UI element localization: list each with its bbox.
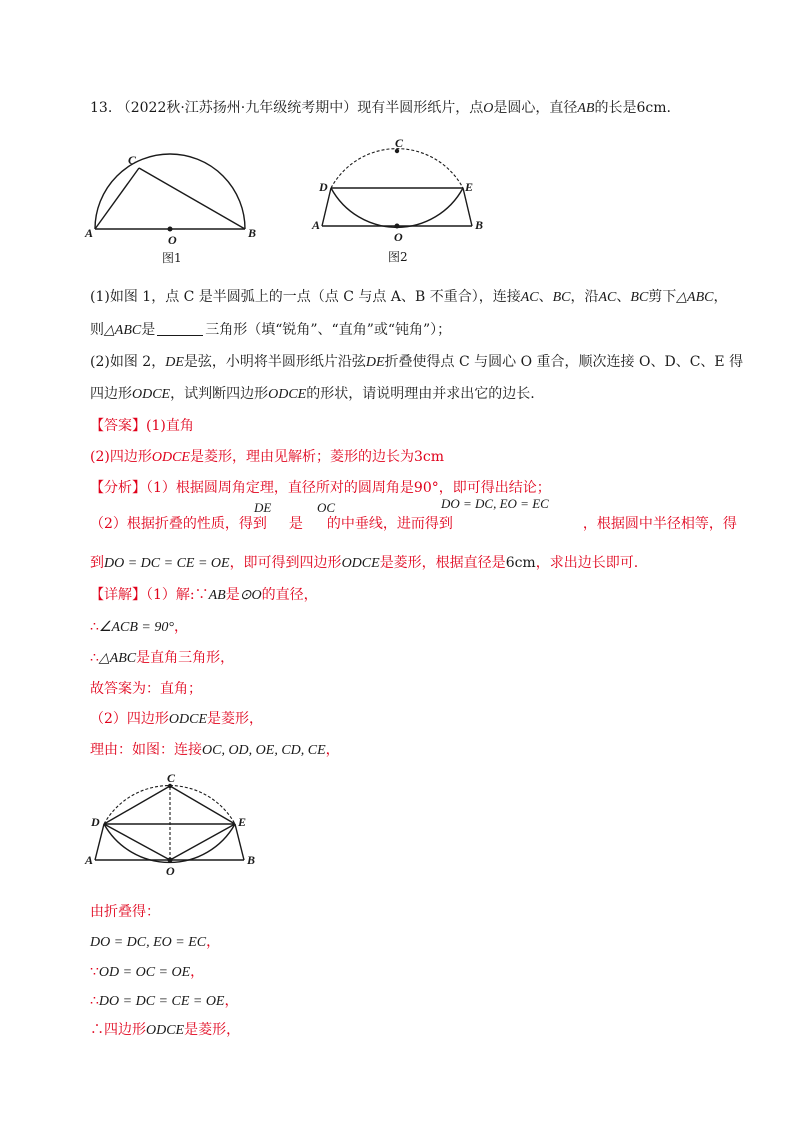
answer-blank[interactable] <box>157 321 203 336</box>
analysis-label: 【分析】 <box>90 480 146 496</box>
analysis-eq1-raised: DO = DC, EO = EC <box>441 496 549 511</box>
fig2-label-c: C <box>395 136 404 150</box>
fig1-label-b: B <box>248 226 257 240</box>
detail-line5: （2）四边形ODCE是菱形， <box>90 711 264 727</box>
fig1-caption: 图1 <box>162 251 182 265</box>
fig3-side-left <box>95 824 104 860</box>
part1-line2: 则△ABC是 三角形（填“锐角”、“直角”或“钝角”）； <box>90 322 452 338</box>
fig1-label-a: A <box>85 226 94 240</box>
fig2-label-o: O <box>394 230 403 244</box>
detail-line6: 理由：如图：连接OC, OD, OE, CD, CE， <box>90 742 340 758</box>
analysis-line1: 【分析】（1）根据圆周角定理，直径所对的圆周角是90°，即可得出结论； <box>90 480 551 496</box>
answer-label: 【答案】 <box>90 418 146 434</box>
analysis-oc-raised: OC <box>317 500 336 515</box>
detail-line7: 由折叠得： <box>90 904 160 920</box>
detail-line4: 故答案为：直角； <box>90 681 202 697</box>
fig2-label-e: E <box>465 180 474 194</box>
question-source: （2022秋·江苏扬州·九年级统考期中） <box>116 100 358 116</box>
fig1-label-o: O <box>168 233 177 247</box>
detail-line9: ∵OD = OC = OE， <box>90 964 205 980</box>
figure-3 <box>82 770 262 885</box>
fig3-label-d: D <box>91 815 100 829</box>
fig3-label-b: B <box>247 853 256 867</box>
fig3-label-c: C <box>167 771 176 785</box>
analysis-line3: 到DO = DC = CE = OE，即可得到四边形ODCE是菱形，根据直径是6cm，求出边长即可. <box>90 555 639 571</box>
detail-line1: 【详解】（1）解:∵AB是⊙O的直径， <box>90 587 318 603</box>
question-number: 13. <box>90 100 113 116</box>
fig2-caption: 图2 <box>388 250 408 264</box>
detail-label: 【详解】 <box>90 587 146 603</box>
fig3-side-right <box>235 824 244 860</box>
detail-line2: ∴∠ACB = 90°， <box>90 619 188 635</box>
fig2-lower-arc <box>331 188 463 227</box>
fig2-label-b: B <box>475 218 484 232</box>
detail-line3: ∴△ABC是直角三角形， <box>90 650 235 666</box>
question-stem: 13. （2022秋·江苏扬州·九年级统考期中）现有半圆形纸片，点O是圆心，直径AB的长是6cm. <box>90 100 671 116</box>
part2-line2: 四边形ODCE，试判断四边形ODCE的形状，请说明理由并求出它的边长. <box>90 386 535 402</box>
detail-line11: ∴四边形ODCE是菱形， <box>90 1022 241 1038</box>
part1-line1: (1)如图 1，点 C 是半圆弧上的一点（点 C 与点 A、B 不重合），连接AC、BC，沿AC、BC剪下△ABC， <box>90 289 728 305</box>
fig3-label-e: E <box>238 815 247 829</box>
analysis-de-raised: DE <box>254 500 272 515</box>
part2-line1: (2)如图 2，DE是弦，小明将半圆形纸片沿弦DE折叠使得点 C 与圆心 O 重合，顺次连接 O、D、C、E 得 <box>90 354 744 370</box>
fig1-center-dot <box>168 227 173 232</box>
fig3-label-o: O <box>166 864 175 878</box>
analysis-line2: （2）根据折叠的性质，得到 是 的中垂线，进而得到 ，根据圆中半径相等，得 <box>90 516 737 532</box>
fig1-label-c: C <box>128 153 137 167</box>
fig3-label-a: A <box>85 853 94 867</box>
fig1-semicircle-arc <box>95 154 245 229</box>
diameter-length: 6cm <box>636 100 667 116</box>
fig3-center-dot <box>168 858 173 863</box>
fig3-segment-cd <box>104 786 170 824</box>
figure-1 <box>82 150 262 265</box>
fig3-segment-ce <box>170 786 235 824</box>
fig2-label-d: D <box>319 180 328 194</box>
answer-side-length: 3cm <box>413 449 444 465</box>
answer-line2: (2)四边形ODCE是菱形，理由见解析；菱形的边长为3cm <box>90 449 444 465</box>
fig2-center-dot <box>395 224 400 229</box>
fig1-chord-bc <box>139 168 245 229</box>
detail-line8: DO = DC, EO = EC， <box>90 934 221 950</box>
fig2-label-a: A <box>312 218 321 232</box>
fig2-dashed-arc <box>331 149 463 188</box>
answer-line1: 【答案】(1)直角 <box>90 418 194 434</box>
detail-line10: ∴DO = DC = CE = OE， <box>90 993 239 1009</box>
figure-2 <box>310 133 495 268</box>
